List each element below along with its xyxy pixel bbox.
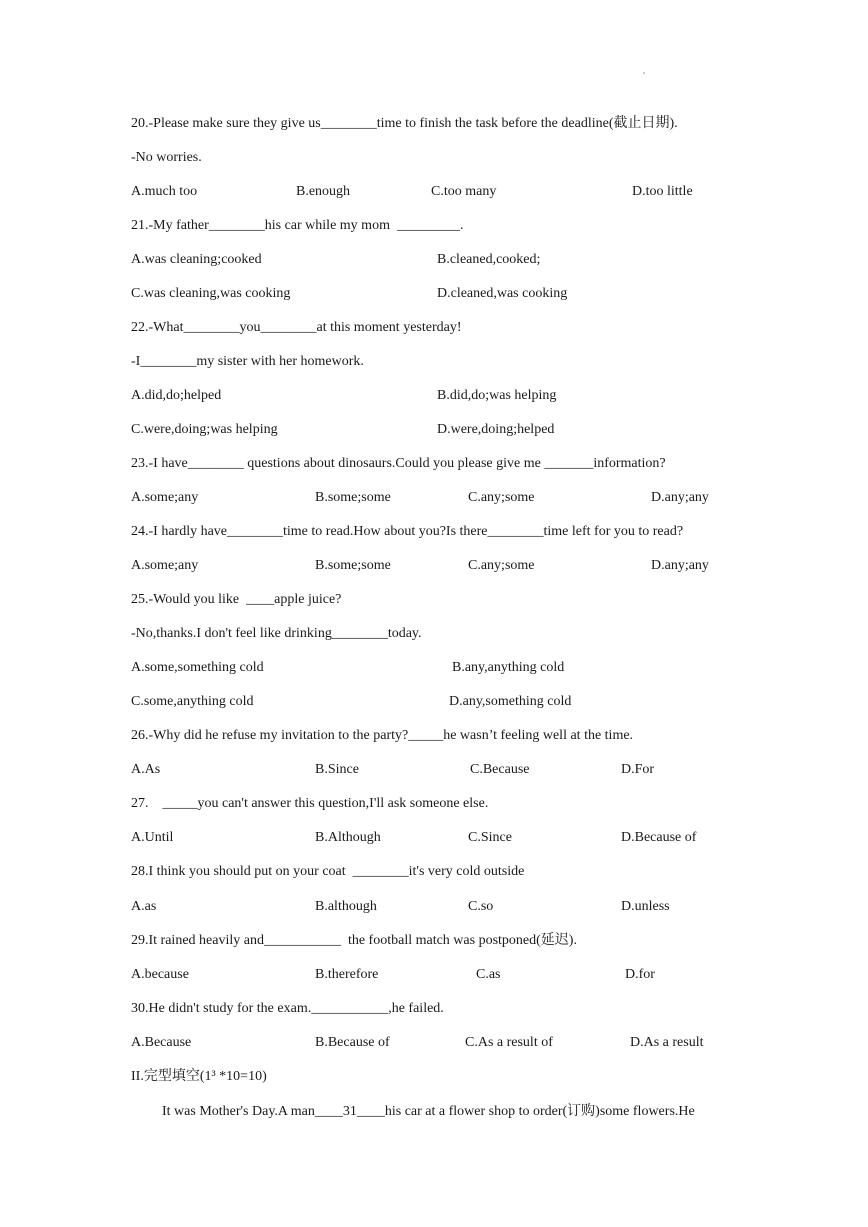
scan-speck [643, 72, 645, 74]
q28-option-d[interactable]: D.unless [621, 899, 670, 914]
q29-option-c[interactable]: C.as [476, 967, 501, 982]
q28-option-b[interactable]: B.although [315, 899, 377, 914]
q25-reply: -No,thanks.I don't feel like drinking________today. [131, 626, 422, 641]
q22-option-b[interactable]: B.did,do;was helping [437, 388, 557, 403]
q21-option-c[interactable]: C.was cleaning,was cooking [131, 286, 291, 301]
q25-options-row1 [0, 659, 868, 677]
q24-option-b[interactable]: B.some;some [315, 558, 391, 573]
q27-option-b[interactable]: B.Although [315, 830, 381, 845]
q23-option-a[interactable]: A.some;any [131, 490, 199, 505]
q26-option-a[interactable]: A.As [131, 762, 161, 777]
q29-options [0, 966, 868, 984]
q20-option-b[interactable]: B.enough [296, 184, 351, 199]
q20-option-d[interactable]: D.too little [632, 184, 693, 199]
q25-options-row2 [0, 693, 868, 711]
q23-options [0, 489, 868, 507]
q20-stem: 20.-Please make sure they give us________time to finish the task before the deadline(截止日期). [131, 116, 678, 131]
q27-options [0, 829, 868, 847]
q28-stem: 28.I think you should put on your coat ________it's very cold outside [131, 864, 525, 879]
q29-option-a[interactable]: A.because [131, 967, 189, 982]
q21-option-b[interactable]: B.cleaned,cooked; [437, 252, 541, 267]
q22-option-c[interactable]: C.were,doing;was helping [131, 422, 278, 437]
q30-stem: 30.He didn't study for the exam.___________,he failed. [131, 1001, 444, 1016]
q20-options [0, 183, 868, 201]
q27-option-a[interactable]: A.Until [131, 830, 174, 845]
q30-option-c[interactable]: C.As a result of [465, 1035, 553, 1050]
q27-stem: 27. _____you can't answer this question,I'll ask someone else. [131, 796, 489, 811]
q21-stem: 21.-My father________his car while my mom _________. [131, 218, 464, 233]
q22-stem: 22.-What________you________at this moment yesterday! [131, 320, 462, 335]
q21-option-a[interactable]: A.was cleaning;cooked [131, 252, 262, 267]
q20-option-a[interactable]: A.much too [131, 184, 198, 199]
q30-option-b[interactable]: B.Because of [315, 1035, 390, 1050]
q26-option-d[interactable]: D.For [621, 762, 655, 777]
q26-option-c[interactable]: C.Because [470, 762, 530, 777]
q25-stem: 25.-Would you like ____apple juice? [131, 592, 342, 607]
q29-stem: 29.It rained heavily and___________ the football match was postponed(延迟). [131, 933, 577, 948]
q30-option-d[interactable]: D.As a result [630, 1035, 704, 1050]
q29-option-b[interactable]: B.therefore [315, 967, 379, 982]
section-heading: II.完型填空(1³ *10=10) [131, 1069, 267, 1084]
q26-stem: 26.-Why did he refuse my invitation to the party?_____he wasn’t feeling well at the time. [131, 728, 634, 743]
q26-options [0, 761, 868, 779]
q24-options [0, 557, 868, 575]
q23-option-d[interactable]: D.any;any [651, 490, 709, 505]
q24-option-a[interactable]: A.some;any [131, 558, 199, 573]
q23-option-b[interactable]: B.some;some [315, 490, 391, 505]
q24-option-d[interactable]: D.any;any [651, 558, 709, 573]
q22-reply: -I________my sister with her homework. [131, 354, 364, 369]
q21-option-d[interactable]: D.cleaned,was cooking [437, 286, 568, 301]
q23-stem: 23.-I have________ questions about dinosaurs.Could you please give me _______information? [131, 456, 666, 471]
q25-option-d[interactable]: D.any,something cold [449, 694, 572, 709]
q22-options-row2 [0, 421, 868, 439]
q22-option-d[interactable]: D.were,doing;helped [437, 422, 555, 437]
q27-option-c[interactable]: C.Since [468, 830, 512, 845]
q30-options [0, 1034, 868, 1052]
q28-option-a[interactable]: A.as [131, 899, 157, 914]
q29-option-d[interactable]: D.for [625, 967, 655, 982]
q22-options-row1 [0, 387, 868, 405]
q21-options-row2 [0, 285, 868, 303]
q25-option-a[interactable]: A.some,something cold [131, 660, 264, 675]
q27-option-d[interactable]: D.Because of [621, 830, 697, 845]
q21-options-row1 [0, 251, 868, 269]
q25-option-c[interactable]: C.some,anything cold [131, 694, 254, 709]
q24-option-c[interactable]: C.any;some [468, 558, 535, 573]
q24-stem: 24.-I hardly have________time to read.How about you?Is there________time left for you to read? [131, 524, 684, 539]
q26-option-b[interactable]: B.Since [315, 762, 359, 777]
q20-reply: -No worries. [131, 150, 202, 165]
q30-option-a[interactable]: A.Because [131, 1035, 192, 1050]
cloze-passage: It was Mother's Day.A man____31____his car at a flower shop to order(订购)some flowers.He [162, 1104, 695, 1119]
q20-option-c[interactable]: C.too many [431, 184, 497, 199]
q22-option-a[interactable]: A.did,do;helped [131, 388, 222, 403]
q25-option-b[interactable]: B.any,anything cold [452, 660, 565, 675]
q28-options [0, 898, 868, 916]
q23-option-c[interactable]: C.any;some [468, 490, 535, 505]
q28-option-c[interactable]: C.so [468, 899, 494, 914]
